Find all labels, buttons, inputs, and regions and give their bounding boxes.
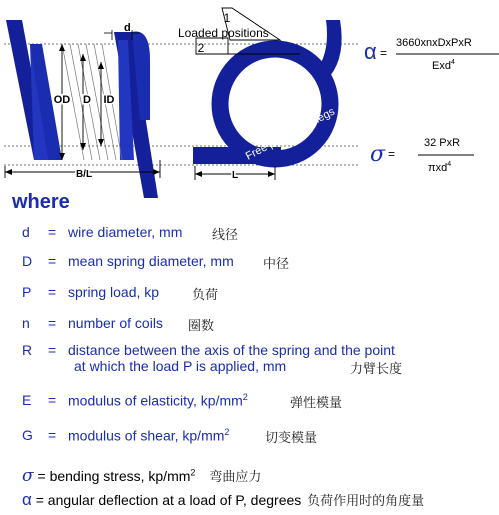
- loaded-positions-label: Loaded positions: [178, 26, 269, 40]
- stress-numerator: 32 PxR: [424, 137, 461, 149]
- definition-cn: 弹性模量: [290, 396, 343, 411]
- definition-equals: =: [48, 342, 57, 358]
- definition-text: mean spring diameter, mm: [68, 253, 234, 269]
- definition-symbol: R: [22, 342, 33, 358]
- definition-R: [0, 342, 499, 382]
- definition-equals: =: [48, 315, 57, 331]
- definition-text-wrap: [68, 427, 229, 444]
- label-l: L: [231, 170, 239, 181]
- bottom-cn: 负荷作用时的角度量: [307, 494, 425, 509]
- definition-equals: =: [48, 224, 57, 240]
- definition-equals: =: [48, 284, 57, 300]
- where-heading: where: [12, 191, 70, 213]
- bottom-exp: 2: [190, 467, 196, 478]
- stress-symbol: σ: [370, 142, 386, 167]
- free-position-label: Free position of legs: [243, 105, 337, 163]
- angle-numerator: 3660xnxDxPxR: [396, 37, 472, 49]
- definition-equals: =: [48, 427, 57, 443]
- definition-text: modulus of elasticity, kp/mm: [68, 392, 243, 409]
- definition-cn: 中径: [263, 257, 290, 272]
- label-bl: B/L: [75, 169, 93, 180]
- definition-symbol: G: [22, 427, 33, 443]
- definition-equals: =: [48, 253, 57, 269]
- definition-text: distance between the axis of the spring and the point: [68, 342, 395, 358]
- bottom-angle: [22, 490, 424, 510]
- label-id: ID: [103, 94, 115, 106]
- bottom-stress: [22, 466, 261, 486]
- angle-symbol: α: [364, 39, 377, 64]
- callout-1: 1: [223, 11, 231, 25]
- callout-2: 2: [197, 41, 205, 55]
- bottom-text: = angular deflection at a load of P, degrees: [35, 492, 302, 508]
- definition-cn: 线径: [212, 228, 239, 243]
- definition-text: modulus of shear, kp/mm: [68, 427, 225, 444]
- definition-exp: 2: [224, 427, 230, 437]
- definition-symbol: E: [22, 392, 32, 408]
- label-od: OD: [53, 94, 71, 106]
- definition-text-wrap: [68, 392, 248, 409]
- definition-text-cont: at which the load P is applied, mm: [74, 358, 287, 374]
- definition-cn: 切变模量: [265, 431, 318, 446]
- label-D: D: [83, 94, 91, 106]
- definition-symbol: d: [22, 224, 30, 240]
- stress-denominator: πxd$^4$: [428, 161, 452, 174]
- definition-symbol: P: [22, 284, 32, 300]
- definition-text: wire diameter, mm: [68, 224, 183, 240]
- angle-denominator: Exd$^4$: [432, 59, 455, 72]
- definition-symbol: D: [22, 253, 33, 269]
- definition-cn: 力臂长度: [350, 362, 403, 377]
- definition-cn: 负荷: [192, 288, 219, 303]
- definition-equals: =: [48, 392, 57, 408]
- stress-symbol-bottom: σ: [22, 466, 34, 486]
- angle-symbol-bottom: α: [22, 490, 32, 509]
- definition-exp: 2: [242, 392, 248, 402]
- bottom-text: = bending stress, kp/mm: [37, 468, 191, 484]
- spring-diagram: [0, 0, 499, 200]
- angle-equals: =: [380, 46, 388, 60]
- label-d: d: [124, 22, 131, 34]
- bottom-cn: 弯曲应力: [209, 470, 262, 485]
- definition-text: spring load, kp: [68, 284, 160, 300]
- stress-equals: =: [388, 147, 396, 161]
- definition-symbol: n: [22, 315, 30, 331]
- definition-text: number of coils: [68, 315, 163, 331]
- definition-cn: 圈数: [188, 319, 215, 334]
